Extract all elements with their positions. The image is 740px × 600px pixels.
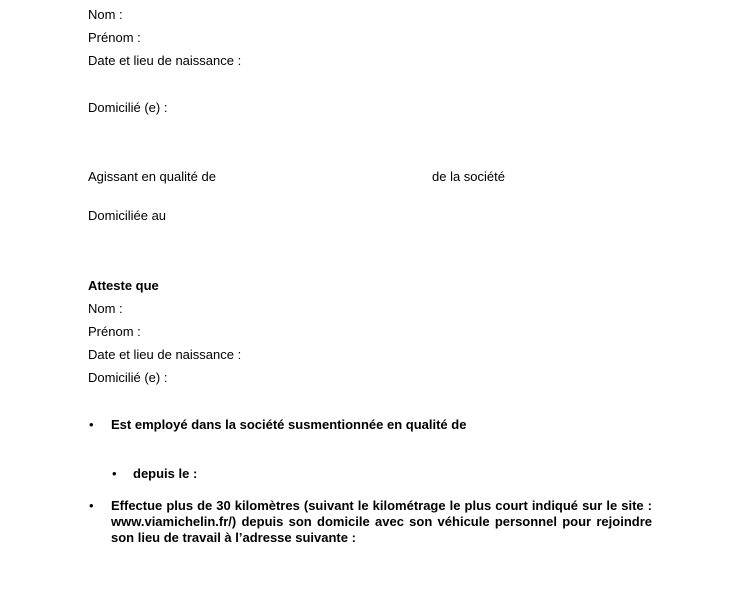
bullet-employe-icon: •	[89, 417, 94, 432]
declarant-societe-label: de la société	[432, 169, 505, 184]
attestation-heading: Atteste que	[88, 278, 159, 293]
declarant-nom-label: Nom :	[88, 7, 123, 22]
attestation-domicile-label: Domicilié (e) :	[88, 370, 168, 385]
attestation-prenom-label: Prénom :	[88, 324, 141, 339]
declarant-domicile-label: Domicilié (e) :	[88, 100, 168, 115]
attestation-nom-label: Nom :	[88, 301, 123, 316]
declarant-naissance-label: Date et lieu de naissance :	[88, 53, 242, 68]
declarant-qualite-label: Agissant en qualité de	[88, 169, 216, 184]
bullet-distance-icon: •	[89, 498, 94, 513]
bullet-distance-text: Effectue plus de 30 kilomètres (suivant le kilométrage le plus court indiqué sur le site : www.viamichelin.fr/) depuis son domicile avec son véhicule personnel pour rejoindre son lieu de travail à l’adresse suivante :	[111, 498, 652, 545]
bullet-employe-text: Est employé dans la société susmentionnée en qualité de	[111, 417, 467, 432]
attestation-naissance-label: Date et lieu de naissance :	[88, 347, 242, 362]
bullet-depuis-text: depuis le :	[133, 466, 198, 481]
declarant-domiciliee-label: Domiciliée au	[88, 208, 167, 223]
declarant-prenom-label: Prénom :	[88, 30, 141, 45]
bullet-depuis-icon: •	[112, 466, 117, 481]
